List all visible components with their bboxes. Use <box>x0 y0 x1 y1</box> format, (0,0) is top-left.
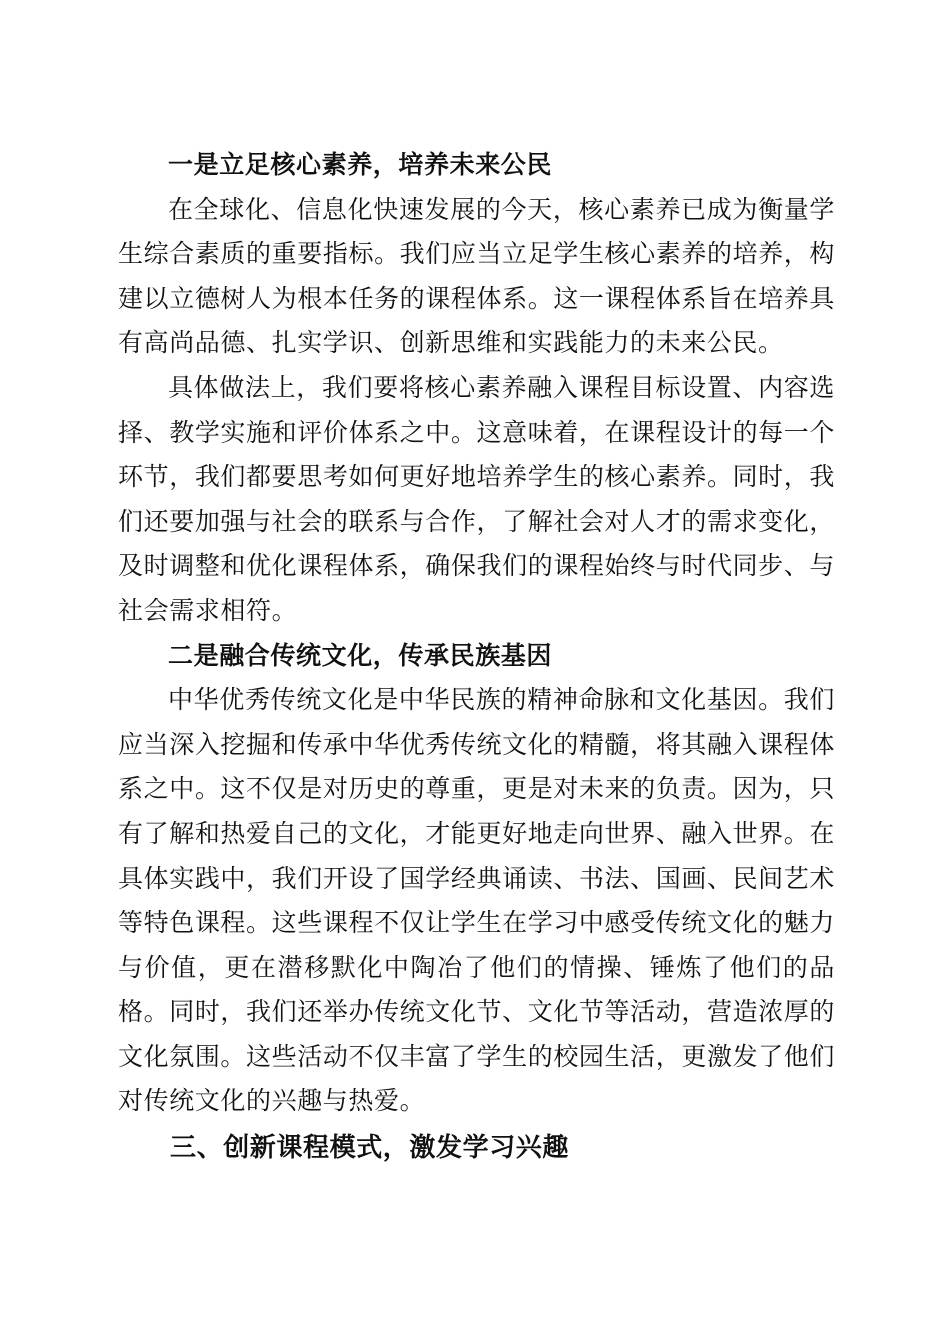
body-paragraph: 具体做法上，我们要将核心素养融入课程目标设置、内容选择、教学实施和评价体系之中。这意味着，在课程设计的每一个环节，我们都要思考如何更好地培养学生的核心素养。同时，我们还要加强与社会的联系与合作，了解社会对人才的需求变化，及时调整和优化课程体系，确保我们的课程始终与时代同步、与社会需求相符。 <box>118 372 835 625</box>
document-body <box>118 143 835 1171</box>
section-heading-innovation: 三、创新课程模式，激发学习兴趣 <box>170 1133 570 1164</box>
subheading-core-literacy: 一是立足核心素养，培养未来公民 <box>168 150 553 179</box>
subheading-traditional-culture: 二是融合传统文化，传承民族基因 <box>168 640 553 670</box>
body-paragraph: 在全球化、信息化快速发展的今天，核心素养已成为衡量学生综合素质的重要指标。我们应当立足学生核心素养的培养，构建以立德树人为根本任务的课程体系。这一课程体系旨在培养具有高尚品德、扎实学识、创新思维和实践能力的未来公民。 <box>118 194 835 358</box>
body-paragraph: 中华优秀传统文化是中华民族的精神命脉和文化基因。我们应当深入挖掘和传承中华优秀传统文化的精髓，将其融入课程体系之中。这不仅是对历史的尊重，更是对未来的负责。因为，只有了解和热爱自己的文化，才能更好地走向世界、融入世界。在具体实践中，我们开设了国学经典诵读、书法、国画、民间艺术等特色课程。这些课程不仅让学生在学习中感受传统文化的魅力与价值，更在潜移默化中陶冶了他们的情操、锤炼了他们的品格。同时，我们还举办传统文化节、文化节等活动，营造浓厚的文化氛围。这些活动不仅丰富了学生的校园生活，更激发了他们对传统文化的兴趣与热爱。 <box>118 685 835 1116</box>
